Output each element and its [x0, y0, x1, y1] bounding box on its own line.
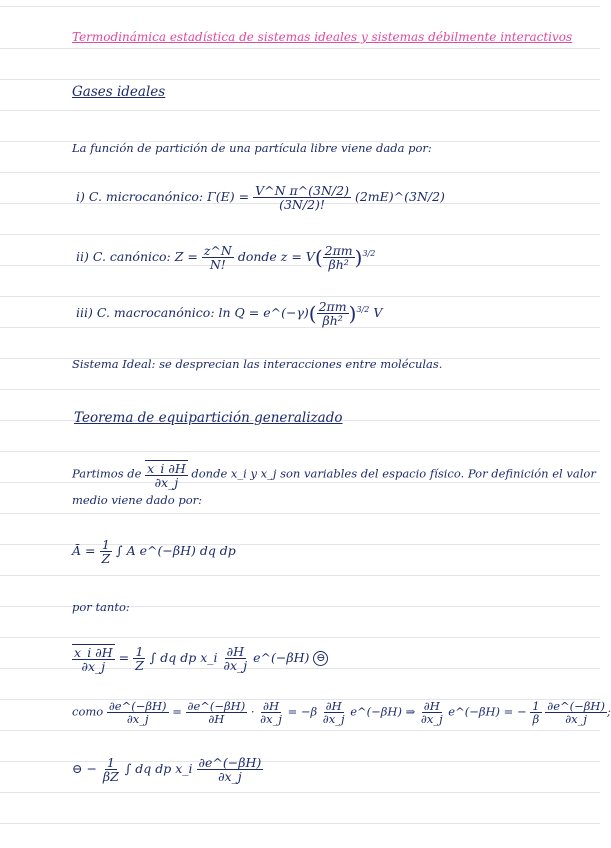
c3-denominator: ∂x_j	[260, 712, 282, 727]
eq1-lhs-numerator: x_i ∂H	[74, 645, 113, 660]
equipartition-line2: medio viene dado por:	[72, 493, 202, 507]
final-fraction	[197, 756, 264, 783]
c5-fraction	[321, 700, 347, 725]
c2-denominator: ∂H	[208, 712, 225, 727]
page-title: Termodinámica estadística de sistemas ideales y sistemas débilmente interactivos	[72, 30, 573, 44]
item2-power: 3/2	[362, 248, 376, 258]
item1-label: i) C. microcanónico:	[76, 189, 204, 205]
c1-denominator: ∂x_j	[126, 712, 149, 727]
eq1-lhs-fraction	[72, 644, 115, 673]
item2-numerator: z^N	[203, 243, 232, 258]
mean-denominator: Z	[101, 551, 111, 567]
eq1-fraction	[222, 645, 250, 672]
intro-text: La función de partición de una partícula libre viene dada por:	[72, 141, 432, 155]
c7-fraction	[419, 700, 445, 725]
eq1-numerator: ∂H	[226, 644, 244, 659]
item1-fraction	[253, 184, 351, 211]
item1-numerator: V^N π^(3N/2)	[255, 183, 349, 198]
item3-tail: V	[373, 305, 383, 321]
mean-rhs: ∫ A e^(−βH) dq dp	[116, 543, 236, 559]
c1-numerator: ∂e^(−βH)	[108, 699, 167, 713]
c2-fraction	[186, 700, 248, 725]
eq1-coef-fraction	[133, 645, 146, 672]
final-coef-fraction	[101, 756, 121, 783]
c1-fraction	[107, 700, 169, 725]
mean-lhs: Ā =	[72, 543, 96, 559]
equation-2: como $\frac{\partial e\^{}(-\beta H)}{\partial x\_j}$ = $\frac{\partial e\^{}(-\beta H)}{\partial H}$ · $\frac{\partial H}{\partial x\_j}$ = −β $\frac{\partial H}{\partial x\_j}$ e^(−βH) ⇒ $\frac{\partial H}{\partial x\_j}$ e^(−βH) = − $\frac{1}{\beta}$ $\frac{\partial e\^{}(-\beta H)}{\partial x\_j}$ ;	[72, 699, 611, 727]
item2-denominator: N!	[209, 257, 226, 273]
line1-fraction	[145, 460, 188, 489]
item3-denominator: βh²	[322, 313, 343, 329]
item2-inner-numerator: 2πm	[324, 243, 353, 258]
eq1-equals: =	[118, 650, 130, 666]
c9-fraction	[530, 700, 541, 725]
final-coef-denominator: βZ	[102, 769, 119, 785]
final-integral: ∫ dq dp x_i	[124, 761, 193, 777]
item-microcanonical	[76, 184, 445, 211]
item2-inner-fraction	[323, 244, 355, 271]
circled-minus-icon: ⊖	[313, 651, 328, 666]
item1-tail: (2mE)^(3N/2)	[354, 189, 445, 205]
item2-inner-denominator: βh²	[328, 257, 349, 273]
c3-numerator: ∂H	[263, 699, 280, 713]
item3-power: 3/2	[356, 304, 370, 314]
como-text: como	[72, 704, 104, 719]
mean-value-equation	[72, 538, 236, 565]
item2-fraction	[202, 244, 234, 271]
item2-mid: donde z = V	[237, 249, 315, 265]
c2-numerator: ∂e^(−βH)	[187, 699, 246, 713]
final-coef-numerator: 1	[106, 755, 115, 770]
heading-equipartition: Teorema de equipartición generalizado	[74, 410, 343, 426]
item3-numerator: 2πm	[318, 299, 347, 314]
item2-label: ii) C. canónico:	[76, 249, 171, 265]
item1-lhs: Γ(E) =	[207, 189, 250, 205]
line1-numerator: x_i ∂H	[147, 461, 186, 476]
therefore-text: por tanto:	[72, 600, 130, 614]
eq1-coef-numerator: 1	[135, 644, 144, 659]
eq1-lhs-denominator: ∂x_j	[81, 659, 106, 675]
item-grand-canonical: iii) C. macrocanónico: ln Q = e^(−γ)( $\frac{2\pi m}{\text{βh²}}$ )$^{3/2}$ V	[76, 299, 383, 329]
item3-fraction	[317, 300, 349, 327]
final-lhs: ⊖ −	[72, 761, 97, 777]
c8-text: e^(−βH) = −	[448, 704, 527, 719]
item3-lhs: ln Q = e^(−γ)	[218, 305, 309, 321]
ideal-system-text: Sistema Ideal: se desprecian las interacciones entre moléculas.	[72, 357, 443, 371]
line1-denominator: ∂x_j	[154, 475, 179, 491]
final-numerator: ∂e^(−βH)	[198, 755, 262, 770]
eq1-coef-denominator: Z	[135, 658, 144, 674]
c9-numerator: 1	[532, 699, 540, 713]
c4-text: = −β	[287, 704, 318, 719]
c5-numerator: ∂H	[325, 699, 342, 713]
c6-text: e^(−βH) ⇒	[350, 704, 416, 719]
eq1-integral: ∫ dq dp x_i	[149, 650, 218, 666]
item-canonical: ii) C. canónico: Z = $\frac{z\^{}N}{N!}$ donde z = V( $\frac{2\pi m}{\text{βh²}}$ )$^{3/2}$	[76, 243, 376, 273]
heading-ideal-gases: Gases ideales	[72, 84, 166, 100]
equation-3	[72, 756, 263, 783]
final-denominator: ∂x_j	[218, 769, 242, 785]
c10-numerator: ∂e^(−βH)	[547, 699, 605, 713]
item2-lhs: Z =	[174, 249, 198, 265]
c7-denominator: ∂x_j	[420, 712, 443, 727]
c10-fraction	[545, 700, 607, 725]
c-end: ;	[606, 704, 611, 719]
item1-denominator: (3N/2)!	[279, 197, 325, 213]
c3-fraction	[258, 700, 284, 725]
c9-denominator: β	[532, 712, 540, 727]
eq1-denominator: ∂x_j	[223, 658, 248, 674]
c5-denominator: ∂x_j	[322, 712, 345, 727]
item3-label: iii) C. macrocanónico:	[76, 305, 215, 321]
mean-fraction	[99, 538, 112, 565]
c10-denominator: ∂x_j	[565, 712, 587, 727]
c7-numerator: ∂H	[423, 699, 440, 713]
equipartition-line1	[72, 460, 596, 489]
eq1-exponential: e^(−βH)	[253, 650, 310, 666]
line1-start: Partimos de	[72, 466, 142, 481]
mean-numerator: 1	[101, 537, 110, 552]
equation-1	[72, 644, 328, 673]
line1-end: donde x_i y x_j son variables del espacio físico. Por definición el valor	[191, 466, 596, 481]
